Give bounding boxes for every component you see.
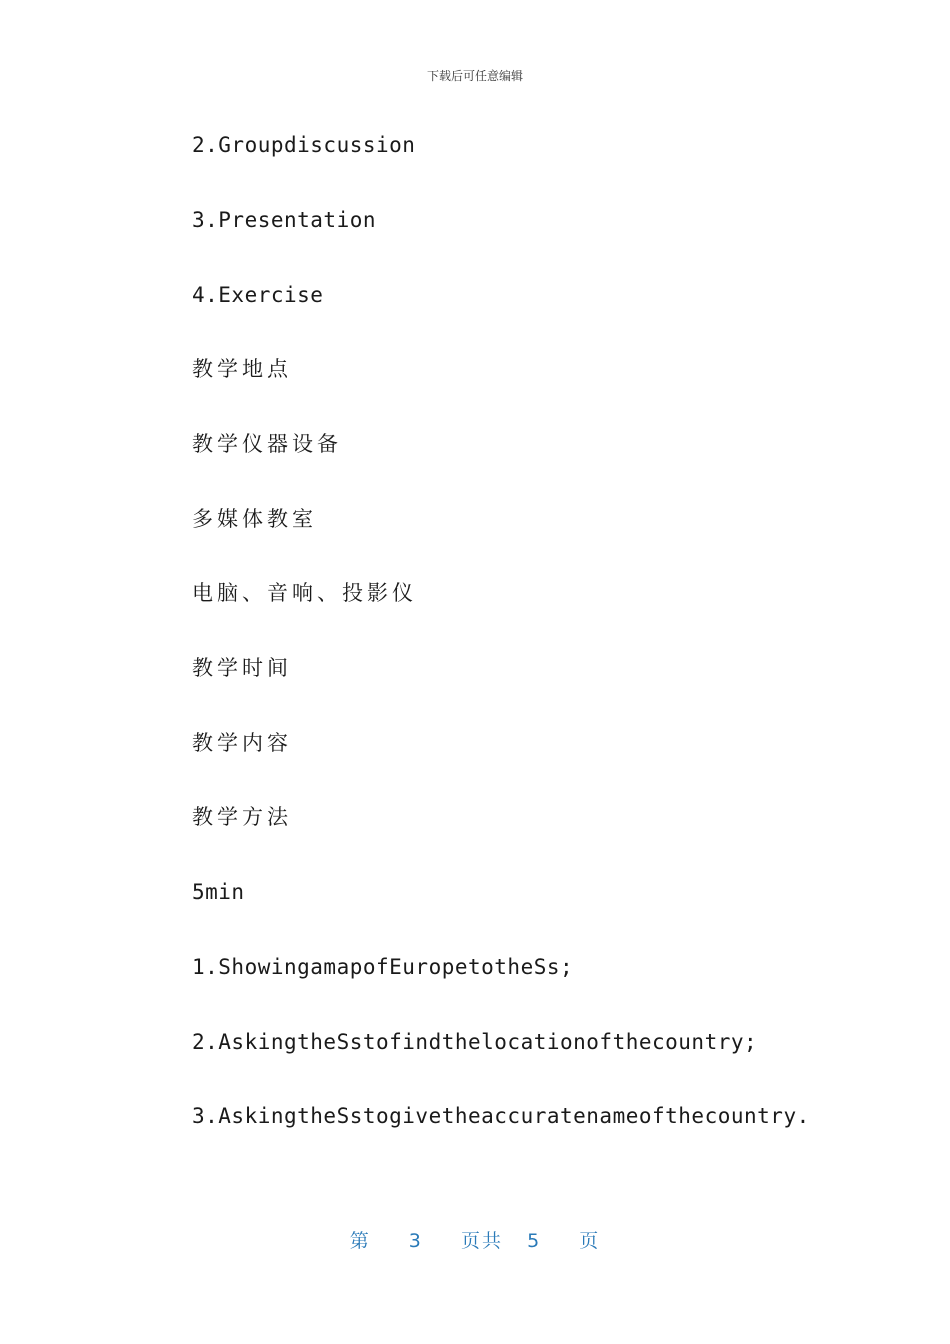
text-line: 教学地点: [192, 357, 292, 381]
text-line: 1.ShowingamapofEuropetotheSs;: [192, 955, 574, 979]
page-header-note: 下载后可任意编辑: [426, 69, 523, 83]
text-line: 3.Presentation: [192, 208, 377, 232]
footer-di: 第: [349, 1230, 371, 1252]
footer-ye: 页: [579, 1230, 601, 1252]
text-line: 5min: [192, 880, 245, 904]
page-footer: [0, 1226, 950, 1253]
text-line: 4.Exercise: [192, 283, 324, 307]
text-line: 教学方法: [192, 805, 292, 829]
text-line: 电脑、音响、投影仪: [192, 581, 417, 605]
text-line: 教学仪器设备: [192, 432, 342, 456]
text-line: 多媒体教室: [192, 507, 317, 531]
footer-ye-gong: 页共: [460, 1230, 503, 1252]
text-line: 2.Groupdiscussion: [192, 133, 416, 157]
text-line: 2.AskingtheSstofindthelocationofthecountry;: [192, 1030, 758, 1054]
text-line: 3.AskingtheSstogivetheaccuratenameofthecountry.: [192, 1104, 810, 1128]
text-line: 教学内容: [192, 731, 292, 755]
text-line: 教学时间: [192, 656, 292, 680]
footer-current-page: 3: [408, 1230, 423, 1252]
footer-total-pages: 5: [527, 1230, 542, 1252]
